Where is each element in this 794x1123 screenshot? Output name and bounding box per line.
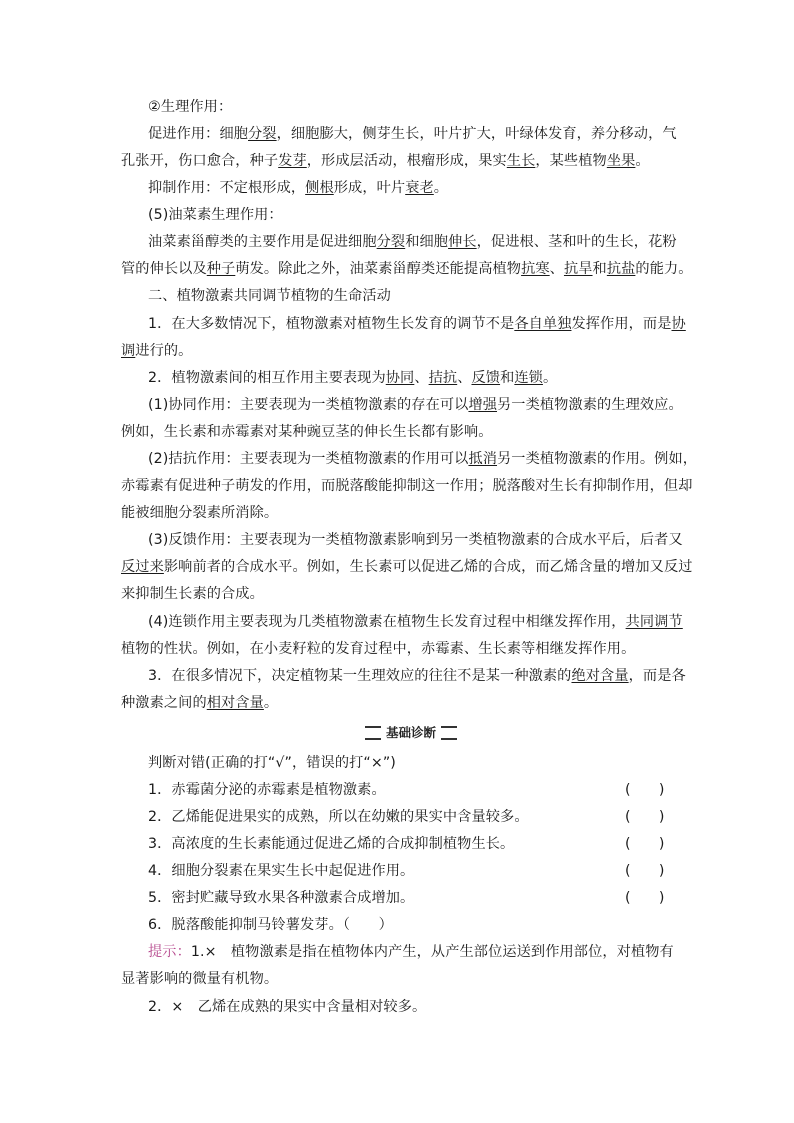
answer-blank: 发芽 xyxy=(278,153,307,169)
point-2-line: 2．植物激素间的相互作用主要表现为协同、拮抗、反馈和连锁。 xyxy=(148,370,558,386)
point-1-line-1: 1．在大多数情况下，植物激素对植物生长发育的调节不是各自单独发挥作用，而是协 xyxy=(148,316,686,332)
answer-blank: 生长 xyxy=(506,153,536,169)
inhibit-line: 抑制作用：不定根形成，侧根形成，叶片衰老。 xyxy=(148,180,449,196)
hint-line-3: 2．× 乙烯在成熟的果实中含量相对较多。 xyxy=(148,999,427,1015)
promote-line-2: 孔张开，伤口愈合，种子发芽，形成层活动，根瘤形成，果实生长，某些植物坐果。 xyxy=(121,153,650,169)
answer-paren[interactable]: ( ) xyxy=(625,836,665,852)
answer-blank: 调 xyxy=(121,343,136,359)
answer-blank: 反过来 xyxy=(121,559,164,575)
section-banner xyxy=(365,723,457,743)
quiz-item: 4．细胞分裂素在果实生长中起促进作用。 xyxy=(148,863,415,879)
answer-paren[interactable]: ( ) xyxy=(625,782,665,798)
banner-label: 基础诊断 xyxy=(381,723,441,743)
answer-blank: 侧根 xyxy=(305,180,334,196)
quiz-item: 3．高浓度的生长素能通过促进乙烯的合成抑制植物生长。 xyxy=(148,836,515,852)
answer-blank: 抵消 xyxy=(468,451,498,467)
answer-blank: 抗盐 xyxy=(606,261,636,277)
answer-blank: 反馈 xyxy=(471,370,501,386)
section-title-physiology: ②生理作用： xyxy=(148,99,233,115)
answer-blank: 绝对含量 xyxy=(571,668,629,684)
part-two-heading: 二、植物激素共同调节植物的生命活动 xyxy=(148,288,391,304)
answer-blank: 分裂 xyxy=(248,126,277,142)
feedback-line-3: 来抑制生长素的合成。 xyxy=(121,586,264,602)
answer-blank: 各自单独 xyxy=(514,316,572,332)
answer-blank: 坐果 xyxy=(606,153,636,169)
quiz-item: 5．密封贮藏导致水果各种激素合成增加。 xyxy=(148,890,415,906)
brassinosteroid-title: (5)油菜素生理作用： xyxy=(148,207,283,223)
br-line-2: 管的伸长以及种子萌发。除此之外，油菜素甾醇类还能提高植物抗寒、抗旱和抗盐的能力。 xyxy=(121,261,693,277)
answer-blank: 抗寒 xyxy=(521,261,550,277)
answer-blank: 协同 xyxy=(385,370,415,386)
quiz-item: 1．赤霉菌分泌的赤霉素是植物激素。 xyxy=(148,782,386,798)
answer-blank: 相对含量 xyxy=(206,695,264,711)
answer-blank: 连锁 xyxy=(514,370,543,386)
answer-paren[interactable]: ( ) xyxy=(625,890,665,906)
hint-line-2: 显著影响的微量有机物。 xyxy=(121,971,279,987)
answer-blank: 协 xyxy=(671,316,686,332)
quiz-item: 6．脱落酸能抑制马铃薯发芽。（ ） xyxy=(148,917,393,933)
answer-paren[interactable]: ( ) xyxy=(625,863,665,879)
br-line-1: 油菜素甾醇类的主要作用是促进细胞分裂和细胞伸长，促进根、茎和叶的生长，花粉 xyxy=(148,234,677,250)
point-1-line-2: 调进行的。 xyxy=(121,343,193,359)
answer-blank: 分裂 xyxy=(376,234,406,250)
synergy-line-2: 例如，生长素和赤霉素对某种豌豆茎的伸长生长都有影响。 xyxy=(121,424,493,440)
hint-label: 提示： xyxy=(148,944,191,960)
point-3-line-2: 种激素之间的相对含量。 xyxy=(121,695,279,711)
answer-blank: 衰老 xyxy=(405,180,434,196)
answer-blank: 共同调节 xyxy=(625,614,683,630)
answer-blank: 种子 xyxy=(206,261,236,277)
hint-line-1: 提示：1.× 植物激素是指在植物体内产生，从产生部位运送到作用部位，对植物有 xyxy=(148,944,674,960)
quiz-instruction: 判断对错(正确的打“√”，错误的打“×”) xyxy=(148,755,396,771)
antagonism-line-1: (2)拮抗作用：主要表现为一类植物激素的作用可以抵消另一类植物激素的作用。例如， xyxy=(148,451,698,467)
feedback-line-2: 反过来影响前者的合成水平。例如，生长素可以促进乙烯的合成，而乙烯含量的增加又反过 xyxy=(121,559,693,575)
chain-line-1: (4)连锁作用主要表现为几类植物激素在植物生长发育过程中相继发挥作用，共同调节 xyxy=(148,614,683,630)
antagonism-line-3: 能被细胞分裂素所消除。 xyxy=(121,505,279,521)
answer-blank: 抗旱 xyxy=(563,261,593,277)
chain-line-2: 植物的性状。例如，在小麦籽粒的发育过程中，赤霉素、生长素等相继发挥作用。 xyxy=(121,641,636,657)
quiz-item: 2．乙烯能促进果实的成熟，所以在幼嫩的果实中含量较多。 xyxy=(148,809,529,825)
antagonism-line-2: 赤霉素有促进种子萌发的作用，而脱落酸能抑制这一作用；脱落酸对生长有抑制作用，但却 xyxy=(121,478,693,494)
synergy-line-1: (1)协同作用：主要表现为一类植物激素的存在可以增强另一类植物激素的生理效应。 xyxy=(148,397,683,413)
answer-paren[interactable]: ( ) xyxy=(625,809,665,825)
promote-line-1: 促进作用：细胞分裂，细胞膨大，侧芽生长，叶片扩大，叶绿体发育，养分移动，气 xyxy=(148,126,677,142)
answer-blank: 伸长 xyxy=(448,234,477,250)
feedback-line-1: (3)反馈作用：主要表现为一类植物激素影响到另一类植物激素的合成水平后，后者又 xyxy=(148,532,683,548)
answer-blank: 增强 xyxy=(468,397,498,413)
answer-blank: 拮抗 xyxy=(428,370,458,386)
point-3-line-1: 3．在很多情况下，决定植物某一生理效应的往往不是某一种激素的绝对含量，而是各 xyxy=(148,668,686,684)
